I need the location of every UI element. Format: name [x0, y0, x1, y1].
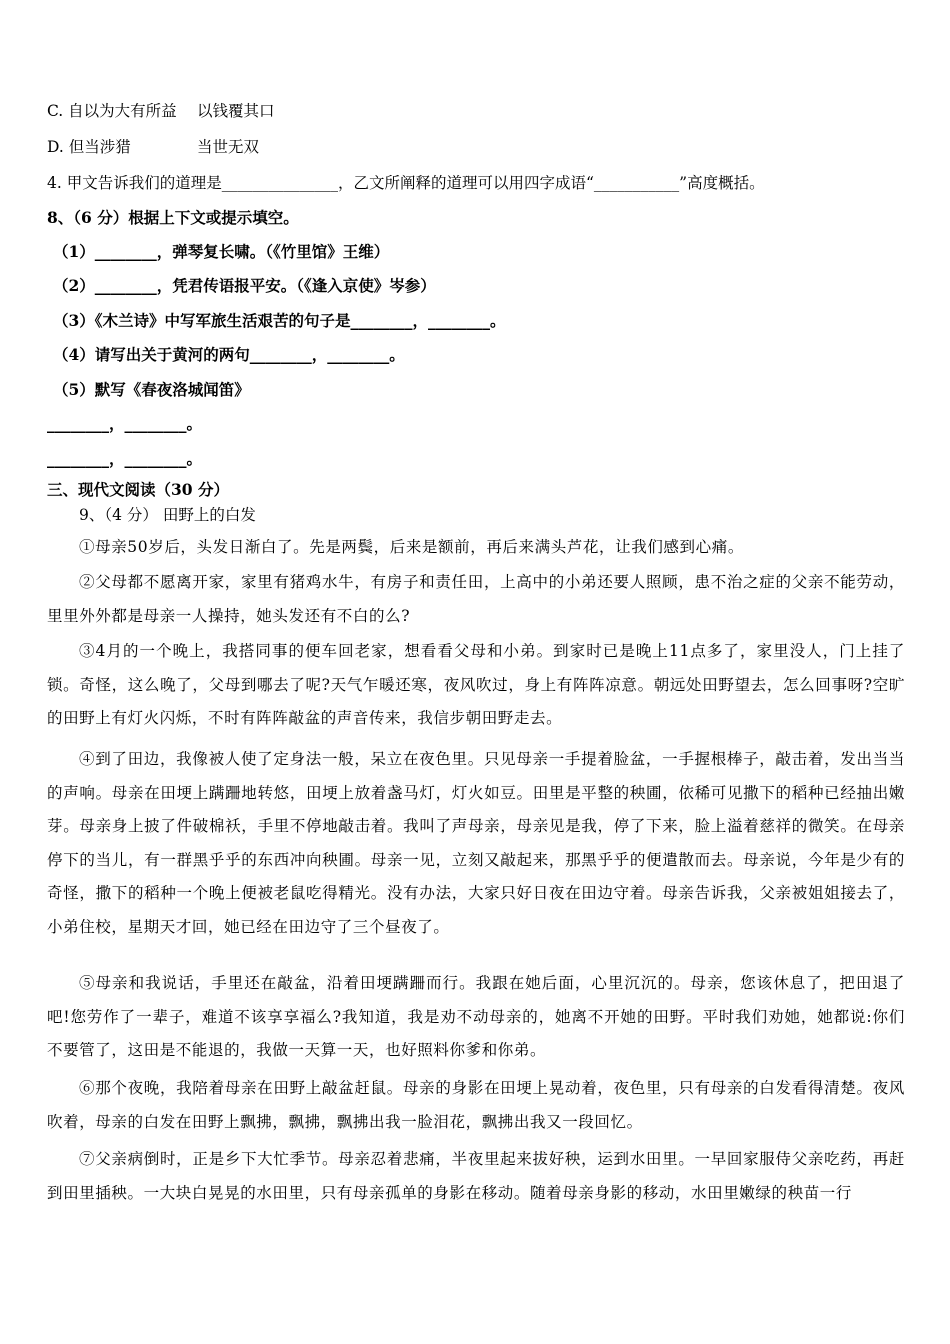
question-4: 4. 甲文告诉我们的道理是_______________，乙文所阐释的道理可以用四字成语“___________”高度概括。 — [47, 174, 765, 192]
q8-blank-line-2: ________，________。 — [47, 449, 203, 468]
paragraph-4: ④到了田边，我像被人使了定身法一般，呆立在夜色里。只见母亲一手提着脸盆，一手握根棒子，敲击着，发出当当的声响。母亲在田埂上蹒跚地转悠，田埂上放着盏马灯，灯火如豆。田里是平整的秧圃，依稀可见撒下的稻种已经抽出嫩芽。母亲身上披了件破棉袄，手里不停地敲击着。我叫了声母亲，母亲见是我，停了下来，脸上溢着慈祥的微笑。在母亲停下的当儿，有一群黑乎乎的东西冲向秧圃。母亲一见，立刻又敲起来，那黑乎乎的便遣散而去。母亲说，今年是少有的奇怪，撒下的稻种一个晚上便被老鼠吃得精光。没有办法，大家只好日夜在田边守着。母亲告诉我，父亲被姐姐接去了，小弟住校，星期天才回，她已经在田边守了三个昼夜了。 — [47, 750, 905, 936]
paragraph-1: ①母亲50岁后，头发日渐白了。先是两鬓，后来是额前，再后来满头芦花，让我们感到心痛。 — [79, 538, 744, 556]
q8-item-1: （1）________，弹琴复长啸。（《竹里馆》王维） — [53, 242, 390, 261]
paragraph-5: ⑤母亲和我说话，手里还在敲盆，沿着田埂蹒跚而行。我跟在她后面，心里沉沉的。母亲，您该休息了，把田退了吧!您劳作了一辈子，难道不该享享福么?我知道，我是劝不动母亲的，她离不开她的田野。平时我们劝她，她都说:你们不要管了，这田是不能退的，我做一天算一天，也好照料你爹和你弟。 — [47, 974, 905, 1060]
option-c-value: 以钱覆其口 — [197, 102, 275, 120]
option-c-label: C. 自以为大有所益 — [47, 102, 177, 120]
section-3-title: 三、现代文阅读（30 分） — [47, 480, 229, 499]
paragraph-6: ⑥那个夜晚，我陪着母亲在田野上敲盆赶鼠。母亲的身影在田埂上晃动着，夜色里，只有母亲的白发看得清楚。夜风吹着，母亲的白发在田野上飘拂，飘拂，飘拂出我一脸泪花，飘拂出我又一段回忆。 — [47, 1079, 905, 1131]
q8-item-3: （3）《木兰诗》中写军旅生活艰苦的句子是________，________。 — [53, 311, 506, 330]
q8-item-2: （2）________，凭君传语报平安。（《逢入京使》岑参） — [53, 276, 436, 295]
q8-item-4: （4）请写出关于黄河的两句________，________。 — [53, 345, 405, 364]
paragraph-2: ②父母都不愿离开家，家里有猪鸡水牛，有房子和责任田，上高中的小弟还要人照顾，患不治之症的父亲不能劳动，里里外外都是母亲一人操持，她头发还有不白的么? — [47, 573, 905, 625]
question-8-title: 8、（6 分）根据上下文或提示填空。 — [47, 208, 299, 227]
paragraph-3: ③4月的一个晚上，我搭同事的便车回老家，想看看父母和小弟。到家时已是晚上11点多了，家里没人，门上挂了锁。奇怪，这么晚了，父母到哪去了呢?天气乍暖还寒，夜风吹过，身上有阵阵凉意。朝远处田野望去，怎么回事呀?空旷的田野上有灯火闪烁，不时有阵阵敲盆的声音传来，我信步朝田野走去。 — [47, 642, 905, 728]
option-d-value: 当世无双 — [197, 138, 260, 156]
paragraph-7: ⑦父亲病倒时，正是乡下大忙季节。母亲忍着悲痛，半夜里起来拔好秧，运到水田里。一早回家服侍父亲吃药，再赶到田里插秧。一大块白晃晃的水田里，只有母亲孤单的身影在移动。随着母亲身影的移动，水田里嫩绿的秧苗一行 — [47, 1150, 905, 1202]
option-d-label: D. 但当涉猎 — [47, 138, 131, 156]
question-9-header: 9、（4 分） 田野上的白发 — [79, 506, 256, 524]
q8-item-5: （5）默写《春夜洛城闻笛》 — [53, 380, 250, 399]
q8-blank-line-1: ________，________。 — [47, 414, 203, 433]
option-c — [47, 101, 275, 121]
option-d — [47, 137, 259, 157]
